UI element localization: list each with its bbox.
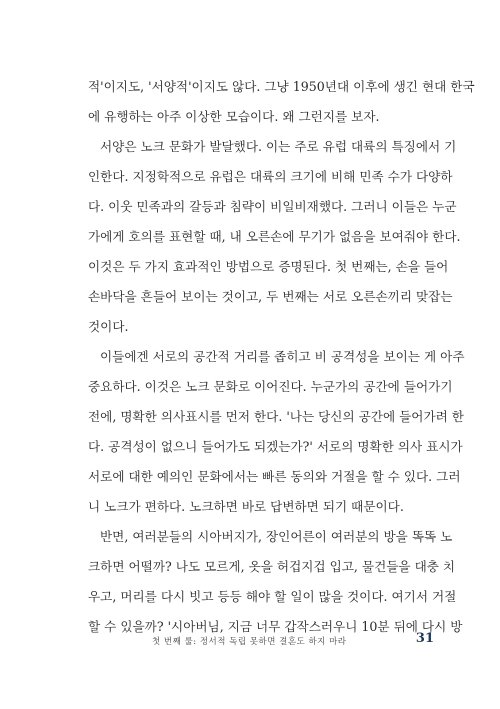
text-line: 크하면 어떨까? 나도 모르게, 옷을 허겁지겁 입고, 물건들을 대충 치 <box>88 559 456 574</box>
paragraph <box>88 72 475 132</box>
text-line: 다. 이웃 민족과의 갈등과 침략이 비일비재했다. 그러니 이들은 누군 <box>88 199 457 214</box>
body-text <box>88 72 475 642</box>
text-line: 할 수 있을까? '시아버님, 지금 너무 갑작스러우니 10분 뒤에 다시 방 <box>88 619 463 634</box>
text-line: 서양은 노크 문화가 발달했다. 이는 주로 유럽 대륙의 특징에서 기 <box>100 139 457 154</box>
text-line: 우고, 머리를 다시 빗고 등등 해야 할 일이 많을 것이다. 여기서 거절 <box>88 589 457 604</box>
text-line: 반면, 여러분들의 시아버지가, 장인어른이 여러분의 방을 똑똑 노 <box>100 529 453 544</box>
text-line: 손바닥을 흔들어 보이는 것이고, 두 번째는 서로 오른손끼리 맞잡는 <box>88 289 453 304</box>
text-line: 다. 공격성이 없으니 들어가도 되겠는가?' 서로의 명확한 의사 표시가 <box>88 439 463 454</box>
text-line: 서로에 대한 예의인 문화에서는 빠른 동의와 거절을 할 수 있다. 그러 <box>88 469 461 484</box>
text-line: 것이다. <box>88 319 129 334</box>
running-head: 첫 번째 룰: 정서적 독립 못하면 결혼도 하지 마라 <box>152 637 347 647</box>
text-line: 가에게 호의를 표현할 때, 내 오른손에 무기가 없음을 보여줘야 한다. <box>88 229 461 244</box>
page-footer <box>88 632 434 650</box>
text-line: 에 유행하는 아주 이상한 모습이다. 왜 그런지를 보자. <box>88 109 380 124</box>
text-line: 니 노크가 편하다. 노크하면 바로 답변하면 되기 때문이다. <box>88 499 404 514</box>
text-line: 중요하다. 이것은 노크 문화로 이어진다. 누군가의 공간에 들어가기 <box>88 379 453 394</box>
text-line: 적'이지도, '서양적'이지도 않다. 그냥 1950년대 이후에 생긴 현대 한국 <box>88 79 475 94</box>
page-number: 31 <box>415 631 434 646</box>
paragraph <box>88 342 465 522</box>
paragraph <box>88 522 463 642</box>
text-line: 이것은 두 가지 효과적인 방법으로 증명된다. 첫 번째는, 손을 들어 <box>88 259 449 274</box>
text-line: 인한다. 지정학적으로 유럽은 대륙의 크기에 비해 민족 수가 다양하 <box>88 169 453 184</box>
text-line: 이들에겐 서로의 공간적 거리를 좁히고 비 공격성을 보이는 게 아주 <box>100 349 465 364</box>
text-line: 전에, 명확한 의사표시를 먼저 한다. '나는 당신의 공간에 들어가려 한 <box>88 409 464 424</box>
paragraph <box>88 132 461 342</box>
